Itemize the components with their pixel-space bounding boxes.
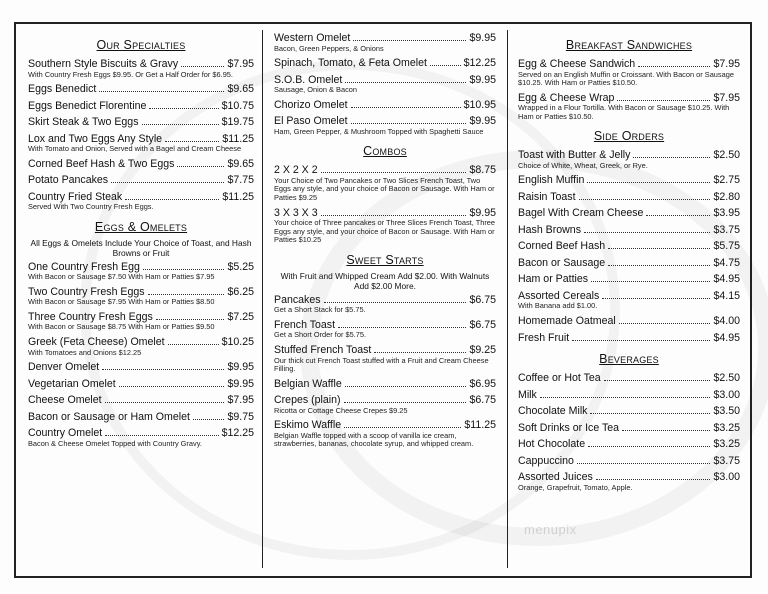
menu-column-left (28, 30, 254, 452)
menu-item (518, 405, 740, 418)
dot-leader (638, 66, 710, 67)
menu-item-description: Get a Short Stack for $5.75. (274, 305, 366, 315)
menu-item-name: Cappuccino (518, 454, 574, 467)
menu-item-row (28, 336, 254, 349)
dot-leader (622, 430, 710, 431)
menu-section (518, 129, 740, 344)
dot-leader (540, 397, 711, 398)
menu-item (28, 286, 254, 307)
menu-item (28, 411, 254, 424)
dot-leader (617, 100, 710, 101)
menu-item-price: $6.75 (469, 318, 496, 331)
menu-item-description: Your choice of Three pancakes or Three Slices French Toast, Three Eggs any style, and your choice of Bacon or Sausage. With Ham or Patties $10.25 (274, 218, 496, 245)
dot-leader (351, 123, 467, 124)
menu-item-name: Fresh Fruit (518, 331, 570, 344)
menu-item (274, 74, 496, 95)
menu-item-price: $9.95 (469, 32, 496, 44)
menu-item-description: With Bacon or Sausage $7.95 With Ham or Patties $8.50 (28, 297, 215, 307)
menu-item-name: Egg & Cheese Sandwich (518, 58, 636, 70)
menu-item (28, 58, 254, 79)
menu-item-price: $7.75 (227, 174, 254, 187)
menu-item (28, 361, 254, 374)
menu-item-row (518, 149, 740, 162)
dot-leader (590, 413, 710, 414)
menu-item (518, 471, 740, 492)
dot-leader (181, 66, 224, 67)
menu-item-price: $4.00 (713, 315, 740, 328)
menu-item-name: Bagel With Cream Cheese (518, 207, 644, 220)
menu-item-price: $3.25 (713, 438, 740, 451)
menu-item-price: $2.50 (713, 149, 740, 162)
menu-item-name: Hash Browns (518, 223, 581, 236)
dot-leader (105, 402, 225, 403)
section-title: Sweet Starts (346, 252, 424, 267)
menu-item-name: Egg & Cheese Wrap (518, 91, 615, 104)
menu-item-row (274, 344, 496, 357)
dot-leader (587, 182, 710, 183)
menu-item (518, 315, 740, 328)
menu-item-price: $9.95 (227, 361, 254, 374)
menu-item (518, 273, 740, 286)
dot-leader (572, 340, 710, 341)
menu-item-price: $7.95 (713, 91, 740, 104)
menu-item-price: $5.25 (227, 260, 254, 273)
menu-item-description: Ham, Green Pepper, & Mushroom Topped with Spaghetti Sauce (274, 126, 484, 136)
dot-leader (99, 91, 224, 92)
dot-leader (619, 323, 711, 324)
menu-item (274, 419, 496, 449)
menu-item-price: $10.75 (221, 99, 254, 112)
menu-item-description: With Tomato and Onion, Served with a Bagel and Cream Cheese (28, 144, 242, 154)
menu-item-price: $4.95 (713, 331, 740, 344)
dot-leader (430, 65, 461, 66)
menu-item (28, 100, 254, 113)
menu-item-description: With Country Fresh Eggs $9.95. Or Get a Half Order for $6.95. (28, 69, 233, 79)
menu-item-name: Belgian Waffle (274, 377, 342, 390)
menu-item-description: Bacon, Green Peppers, & Onions (274, 43, 384, 53)
menu-item-description: Sausage, Onion & Bacon (274, 85, 357, 95)
menu-item-price: $9.65 (227, 83, 254, 96)
dot-leader (177, 166, 224, 167)
menu-item-row (28, 378, 254, 391)
menu-item-name: Assorted Juices (518, 471, 593, 484)
menu-item-name: 3 X 3 X 3 (274, 206, 318, 219)
menu-item (274, 378, 496, 391)
menu-item (518, 389, 740, 402)
menu-item-row (28, 394, 254, 407)
menu-item (518, 58, 740, 88)
menu-item (28, 394, 254, 407)
menu-item-row (274, 32, 496, 45)
menu-item-description: Our thick cut French Toast stuffed with a Fruit and Cream Cheese Filling. (274, 355, 489, 374)
menu-item-price: $11.25 (222, 190, 254, 203)
menu-item-price: $6.75 (469, 394, 496, 407)
menu-item-name: Stuffed French Toast (274, 344, 372, 357)
menu-item (518, 372, 740, 385)
menu-item-name: Raisin Toast (518, 190, 576, 203)
section-title: Breakfast Sandwiches (565, 38, 693, 52)
menu-item-row (28, 174, 254, 187)
menu-item-name: Bacon or Sausage or Ham Omelet (28, 410, 190, 423)
dot-leader (588, 446, 710, 447)
dot-leader (374, 352, 466, 353)
menu-item-description: Served on an English Muffin or Croissant. With Bacon or Sausage $10.25. With Ham or Patties $10.50. (518, 69, 734, 88)
dot-leader (193, 419, 225, 420)
menu-item-price: $2.50 (713, 372, 740, 385)
menu-item (274, 164, 496, 202)
menu-item-name: Coffee or Hot Tea (518, 372, 601, 385)
menu-item-row (518, 58, 740, 71)
menu-item-price: $3.25 (713, 421, 740, 434)
section-note: With Fruit and Whipped Cream Add $2.00. With Walnuts Add $2.00 More. (280, 270, 490, 291)
menu-item (274, 32, 496, 53)
section-title: Side Orders (593, 129, 665, 144)
menu-item-name: Bacon or Sausage (518, 256, 606, 269)
menu-item-price: $3.75 (713, 223, 740, 236)
menu-item-name: Corned Beef Hash (518, 240, 606, 253)
dot-leader (353, 40, 466, 41)
menu-item-price: $6.95 (469, 377, 496, 390)
dot-leader (165, 141, 219, 142)
dot-leader (119, 386, 225, 387)
menu-item-name: Cheese Omelet (28, 394, 102, 407)
dot-leader (345, 386, 467, 387)
dot-leader (156, 319, 225, 320)
menu-item (28, 83, 254, 96)
menu-item-name: One Country Fresh Egg (28, 260, 140, 273)
menu-item (274, 207, 496, 245)
menu-item-name: Soft Drinks or Ice Tea (518, 421, 620, 434)
menu-item (274, 99, 496, 112)
menu-item-row (274, 394, 496, 407)
menu-item-name: Potato Pancakes (28, 174, 109, 187)
menu-item-price: $5.75 (713, 240, 740, 253)
menu-item-row (518, 389, 740, 402)
menu-item-price: $4.15 (713, 289, 740, 302)
menu-item-price: $11.25 (464, 419, 496, 432)
menu-item (518, 332, 740, 345)
menu-item-price: $4.75 (713, 256, 740, 269)
dot-leader (646, 215, 710, 216)
menu-item (518, 257, 740, 270)
menu-item (274, 394, 496, 415)
menu-item-description: Your Choice of Two Pancakes or Two Slices French Toast, Two Eggs any style, and your choice of Bacon or Sausage. With Ham or Patties $9.25 (274, 175, 495, 202)
menu-item (28, 158, 254, 171)
menu-item-name: Crepes (plain) (274, 394, 341, 407)
menu-item (274, 294, 496, 315)
menu-item-price: $9.25 (469, 344, 496, 357)
section-title: Eggs & Omelets (94, 219, 188, 234)
menu-item (518, 438, 740, 451)
menu-item-name: Southern Style Biscuits & Gravy (28, 58, 179, 70)
menu-item-price: $3.50 (713, 405, 740, 418)
dot-leader (321, 215, 467, 216)
column-divider (507, 30, 508, 568)
menu-section (274, 253, 496, 449)
menu-item-name: Two Country Fresh Eggs (28, 285, 145, 298)
menu-item-price: $11.25 (222, 132, 254, 145)
dot-leader (608, 265, 710, 266)
menu-item-name: Three Country Fresh Eggs (28, 310, 153, 323)
dot-leader (596, 479, 711, 480)
menu-item-price: $4.95 (713, 273, 740, 286)
menu-item-description: Bacon & Cheese Omelet Topped with Country Gravy. (28, 438, 202, 448)
dot-leader (608, 248, 710, 249)
menu-item (28, 336, 254, 357)
menu-item-row (274, 378, 496, 391)
menu-item (28, 378, 254, 391)
dot-leader (351, 107, 461, 108)
menu-item-price: $3.75 (713, 454, 740, 467)
menu-item-name: Homemade Oatmeal (518, 315, 616, 328)
menu-item-row (518, 273, 740, 286)
menu-item (518, 149, 740, 170)
menu-item-name: Ham or Patties (518, 273, 589, 286)
menu-item (518, 290, 740, 311)
menu-item-row (28, 158, 254, 171)
menu-item-price: $9.65 (227, 157, 254, 170)
dot-leader (604, 380, 711, 381)
menu-item-row (274, 115, 496, 128)
menu-item-name: Corned Beef Hash & Two Eggs (28, 157, 175, 170)
menu-item-price: $3.00 (713, 388, 740, 401)
menu-item-price: $7.25 (227, 310, 254, 323)
menu-item-price: $9.95 (227, 377, 254, 390)
menu-item-name: Skirt Steak & Two Eggs (28, 116, 139, 129)
dot-leader (149, 108, 218, 109)
menu-item-row (28, 361, 254, 374)
dot-leader (168, 344, 219, 345)
menu-item-price: $9.95 (469, 73, 496, 86)
dot-leader (633, 157, 710, 158)
menu-item-row (274, 99, 496, 112)
menu-item (518, 92, 740, 122)
menu-item (518, 207, 740, 220)
menu-section (28, 220, 254, 448)
dot-leader (102, 369, 224, 370)
menu-item-name: Toast with Butter & Jelly (518, 149, 631, 162)
menu-item (518, 455, 740, 468)
menu-item-name: Milk (518, 388, 537, 401)
dot-leader (143, 269, 225, 270)
menu-item-name: Eggs Benedict Florentine (28, 99, 147, 112)
menu-item (518, 191, 740, 204)
menu-item-description: Orange, Grapefruit, Tomato, Apple. (518, 482, 633, 492)
menu-item-price: $12.25 (463, 57, 496, 70)
dot-leader (345, 82, 466, 83)
menu-item-name: Country Fried Steak (28, 190, 123, 203)
menu-item-name: S.O.B. Omelet (274, 73, 343, 86)
menu-item-name: Country Omelet (28, 427, 103, 440)
menu-item (274, 319, 496, 340)
menu-item-row (518, 455, 740, 468)
menu-item-price: $2.80 (713, 190, 740, 203)
dot-leader (148, 294, 225, 295)
menu-item-row (28, 58, 254, 71)
menu-item-name: Assorted Cereals (518, 289, 600, 302)
menu-item-price: $19.75 (221, 116, 254, 129)
menu-item-price: $10.25 (221, 336, 254, 349)
dot-leader (344, 402, 467, 403)
menu-item-name: Chorizo Omelet (274, 98, 348, 111)
menu-column-right (518, 30, 740, 496)
menu-item-description: With Tomatoes and Onions $12.25 (28, 347, 142, 357)
menu-item (518, 240, 740, 253)
menu-item-row (518, 438, 740, 451)
menu-item (274, 57, 496, 70)
menu-item-row (518, 240, 740, 253)
menu-item-name: Eskimo Waffle (274, 419, 342, 432)
menu-item-row (518, 405, 740, 418)
dot-leader (344, 427, 461, 428)
menu-item (274, 344, 496, 374)
menu-item-name: English Muffin (518, 174, 585, 187)
menu-item-row (274, 419, 496, 432)
menu-item-price: $3.00 (713, 471, 740, 484)
menu-item-name: Spinach, Tomato, & Feta Omelet (274, 57, 427, 70)
dot-leader (321, 172, 467, 173)
menu-item-price: $12.25 (221, 427, 254, 440)
menu-item-price: $7.95 (227, 58, 254, 70)
dot-leader (591, 281, 710, 282)
dot-leader (584, 232, 710, 233)
menu-item-row (518, 471, 740, 484)
menu-item (518, 224, 740, 237)
menu-item-row (28, 411, 254, 424)
dot-leader (602, 298, 710, 299)
menu-item-row (518, 332, 740, 345)
menu-item-name: Eggs Benedict (28, 83, 97, 96)
section-title: Beverages (599, 352, 659, 367)
menu-item-price: $6.25 (227, 285, 254, 298)
menu-item-price: $6.75 (469, 293, 496, 306)
menu-item-price: $10.95 (463, 98, 496, 111)
menu-item (274, 115, 496, 136)
menu-item-description: Ricotta or Cottage Cheese Crepes $9.25 (274, 405, 408, 415)
menu-item-row (28, 83, 254, 96)
menu-item-price: $8.75 (469, 164, 496, 177)
section-note: All Eggs & Omelets Include Your Choice of Toast, and Hash Browns or Fruit (30, 237, 252, 258)
menu-item-row (28, 116, 254, 129)
menu-item-name: French Toast (274, 318, 336, 331)
menu-item-row (518, 174, 740, 187)
menu-item (28, 174, 254, 187)
menu-item-row (518, 257, 740, 270)
menu-item-name: El Paso Omelet (274, 115, 348, 128)
dot-leader (338, 327, 466, 328)
menu-item-price: $9.95 (469, 115, 496, 128)
dot-leader (324, 302, 467, 303)
menu-item-description: With Banana add $1.00. (518, 301, 598, 311)
menu-section (274, 32, 496, 136)
menu-item (518, 422, 740, 435)
menu-item-row (518, 372, 740, 385)
menu-section (518, 352, 740, 492)
column-divider (262, 30, 263, 568)
menu-section (274, 144, 496, 245)
menu-item-description: Wrapped in a Flour Tortilla. With Bacon or Sausage $10.25. With Ham or Patties $10.50. (518, 103, 730, 121)
menu-section (518, 38, 740, 121)
section-title: Combos (363, 144, 407, 159)
menu-item (28, 133, 254, 154)
menu-item-description: With Bacon or Sausage $8.75 With Ham or Patties $9.50 (28, 322, 215, 332)
dot-leader (105, 435, 218, 436)
dot-leader (111, 182, 224, 183)
menu-item-name: Hot Chocolate (518, 438, 586, 451)
menu-column-middle (274, 32, 496, 453)
menu-item-price: $3.95 (713, 207, 740, 220)
menu-item-row (518, 315, 740, 328)
menu-item (28, 191, 254, 212)
menu-item-name: Pancakes (274, 293, 321, 306)
menu-item-row (274, 164, 496, 177)
menu-item-row (518, 207, 740, 220)
menu-item-row (518, 224, 740, 237)
menu-item-name: Chocolate Milk (518, 405, 588, 418)
menu-item (28, 116, 254, 129)
menu-item-price: $2.75 (713, 174, 740, 187)
menu-item-name: Vegetarian Omelet (28, 377, 116, 390)
menu-item-name: Western Omelet (274, 32, 351, 44)
menupix-watermark: menupix (524, 522, 577, 537)
menu-item-description: Choice of White, Wheat, Greek, or Rye. (518, 160, 648, 170)
menu-item-row (518, 422, 740, 435)
menu-item-price: $9.95 (469, 206, 496, 219)
menu-item-price: $7.95 (713, 58, 740, 70)
menu-item-row (28, 100, 254, 113)
section-title: Our Specialties (96, 38, 186, 52)
menu-item (28, 427, 254, 448)
menu-item-price: $9.75 (227, 410, 254, 423)
menu-item-name: Lox and Two Eggs Any Style (28, 132, 163, 145)
menu-item-name: 2 X 2 X 2 (274, 164, 318, 177)
menu-item (28, 261, 254, 282)
menu-item-description: Belgian Waffle topped with a scoop of vanilla ice cream, strawberries, bananas, chocolate syrup, and whipped cream. (274, 430, 474, 449)
menu-item-row (28, 427, 254, 440)
dot-leader (579, 199, 711, 200)
menu-item-description: Get a Short Order for $5.75. (274, 330, 367, 340)
menu-item-description: With Bacon or Sausage $7.50 With Ham or Patties $7.95 (28, 272, 215, 282)
menu-item-price: $7.95 (227, 394, 254, 407)
dot-leader (125, 199, 219, 200)
menu-item (28, 311, 254, 332)
menu-item (518, 174, 740, 187)
menu-item-name: Denver Omelet (28, 361, 100, 374)
menu-section (28, 38, 254, 212)
dot-leader (142, 124, 219, 125)
menu-item-name: Greek (Feta Cheese) Omelet (28, 336, 165, 349)
menu-item-row (518, 191, 740, 204)
menu-item-row (274, 57, 496, 70)
dot-leader (577, 463, 711, 464)
menu-item-description: Served With Two Country Fresh Eggs. (28, 202, 154, 212)
